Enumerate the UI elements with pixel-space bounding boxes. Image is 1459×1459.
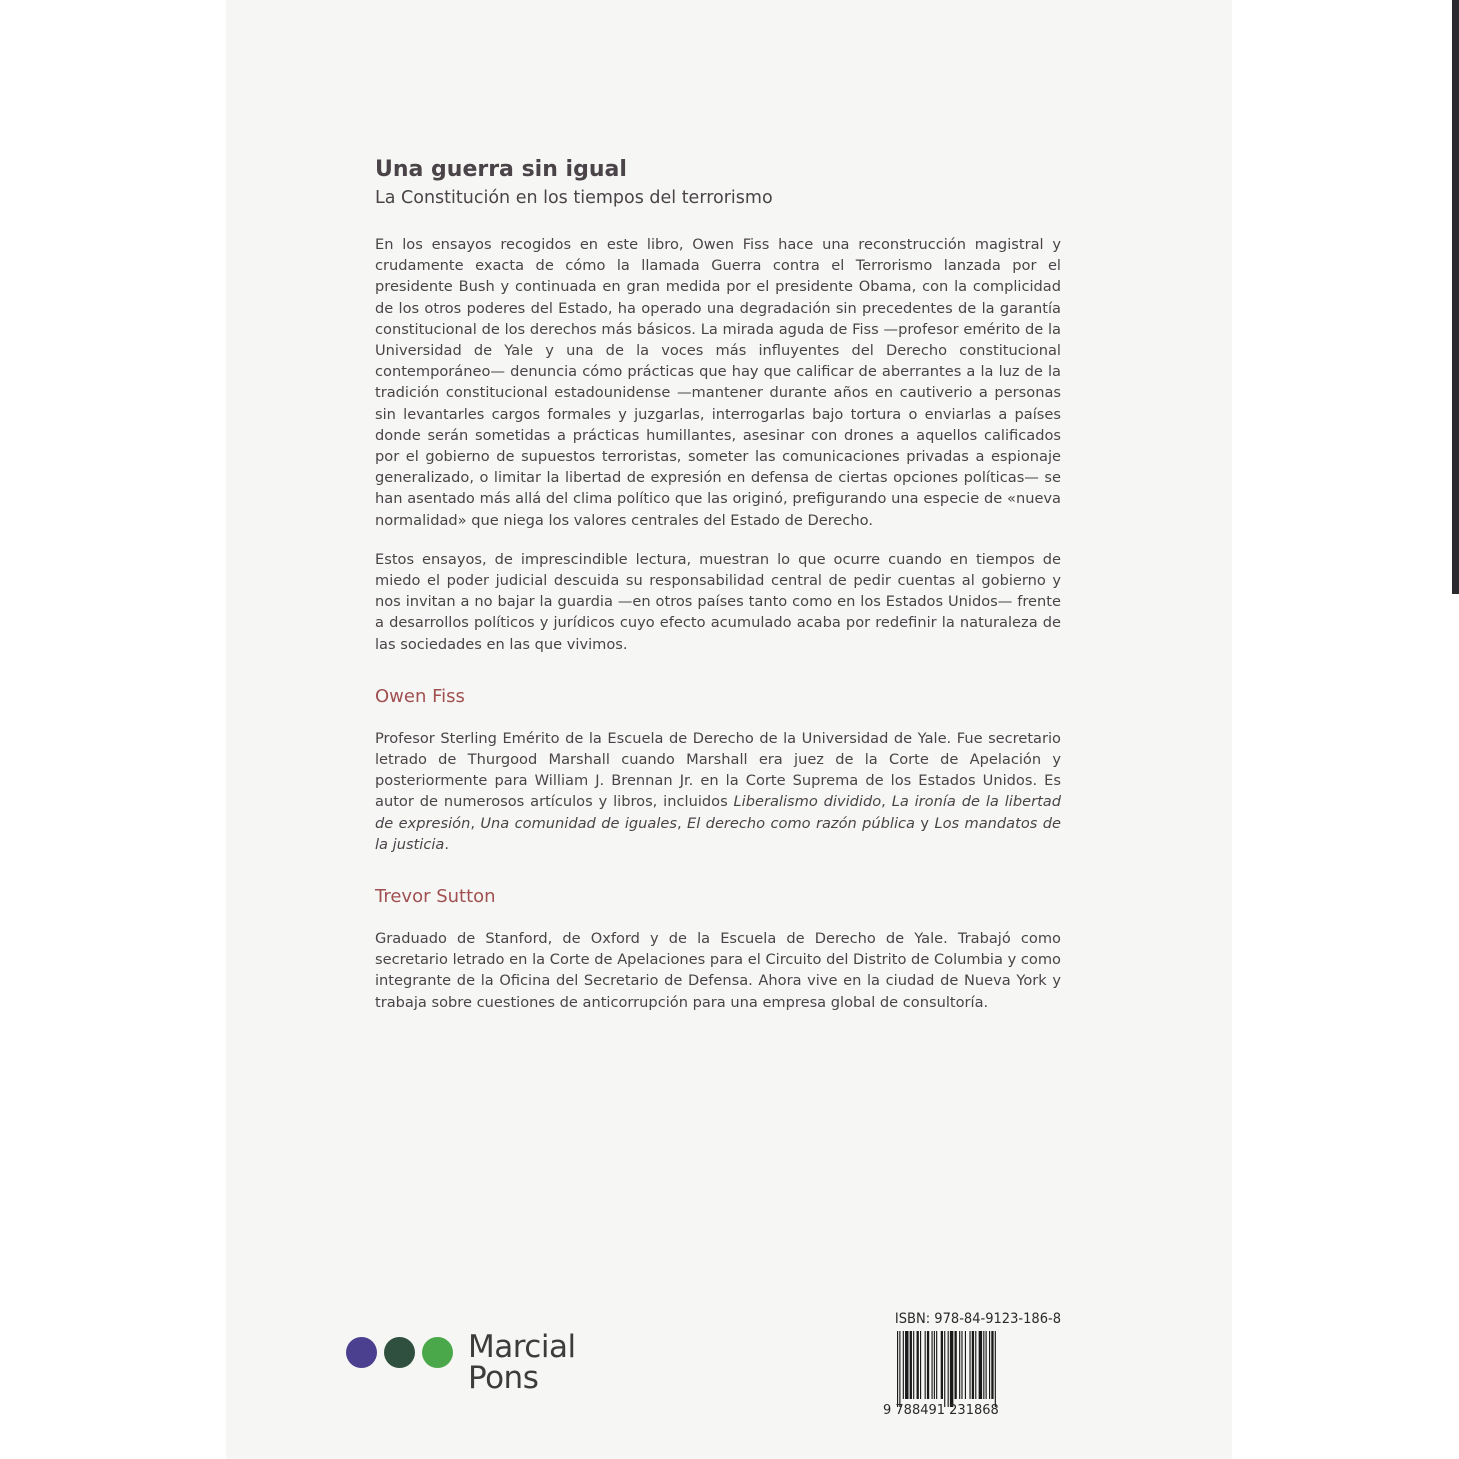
barcode-bar <box>983 1331 984 1399</box>
barcode-bar <box>897 1331 898 1407</box>
blurb-paragraph: Estos ensayos, de imprescindible lectura, muestran lo que ocurre cuando en tiempos de miedo el poder judicial descuida su responsabilidad central de pedir cuentas al gobierno y nos invitan a no bajar la guardia —en otros países tanto como en los Estados Unidos— frente a desarrollos políticos y jurídicos cuyo efecto acumulado acaba por redefinir la naturaleza de las sociedades en las que vivimos. <box>375 550 1061 653</box>
barcode-bar <box>965 1331 966 1399</box>
barcode-bar <box>955 1331 957 1399</box>
publisher-name-line: Pons <box>468 1360 539 1396</box>
bio-text: . <box>444 835 449 853</box>
barcode-bar <box>899 1331 900 1407</box>
barcode-bar <box>925 1331 926 1399</box>
barcode-bar <box>910 1331 912 1399</box>
book-reference: Los mandatos de la justicia <box>375 814 1061 853</box>
publisher-logo <box>346 1329 586 1403</box>
barcode-bar <box>927 1331 929 1399</box>
barcode-bar <box>905 1331 908 1399</box>
barcode <box>897 1331 1033 1407</box>
barcode-bar <box>920 1331 921 1399</box>
book-reference: Liberalismo dividido <box>733 793 882 811</box>
barcode-bar <box>975 1331 976 1399</box>
publisher-icons <box>346 1337 456 1371</box>
barcode-bar <box>903 1331 904 1399</box>
author-name-owen-fiss: Owen Fiss <box>375 685 465 707</box>
barcode-bar <box>950 1331 953 1407</box>
publisher-dot-icon <box>384 1337 415 1368</box>
book-subtitle: La Constitución en los tiempos del terrorismo <box>375 188 773 208</box>
separator: , <box>881 793 892 811</box>
book-title: Una guerra sin igual <box>375 157 627 182</box>
publisher-dot-icon <box>422 1337 453 1368</box>
isbn-label: ISBN: 978-84-9123-186-8 <box>894 1311 1061 1327</box>
barcode-bar <box>989 1331 990 1399</box>
publisher-dot-icon <box>346 1337 377 1368</box>
barcode-bar <box>941 1331 943 1399</box>
barcode-digits: 9 788491 231868 <box>883 1403 999 1418</box>
bio-text: Profesor Sterling Emérito de la Escuela de Derecho de la Universidad de Yale. Fue secretario letrado de Thurgood Marshall cuando Marshall era juez de la Corte de Apelación y posteriormente para William J. Brennan Jr. en la Corte Suprema de los Estados Unidos. Es autor de numerosos artículos y libros, incluidos <box>375 729 1061 811</box>
barcode-bar <box>917 1331 919 1399</box>
barcode-bar <box>969 1331 970 1399</box>
publisher-name <box>468 1329 576 1396</box>
barcode-bar <box>944 1331 945 1407</box>
author-bio-trevor-sutton: Graduado de Stanford, de Oxford y de la Escuela de Derecho de Yale. Trabajó como secretario letrado en la Corte de Apelaciones para el Circuito del Distrito de Columbia y como integrante de la Oficina del Secretario de Defensa. Ahora vive en la ciudad de Nueva York y trabaja sobre cuestiones de anticorrupción para una empresa global de consultoría. <box>375 930 1061 1011</box>
publisher-name-line: Marcial <box>468 1329 576 1365</box>
book-reference: La ironía de la libertad de expresión <box>375 793 1061 832</box>
barcode-bar <box>959 1331 960 1399</box>
barcode-bar <box>986 1331 987 1399</box>
author-name-trevor-sutton: Trevor Sutton <box>375 886 496 908</box>
author-bio-owen-fiss <box>375 728 1061 855</box>
barcode-bar <box>913 1331 914 1399</box>
spine-edge <box>1452 0 1459 594</box>
separator: , <box>676 814 688 832</box>
barcode-bar <box>932 1331 933 1399</box>
barcode-bar <box>948 1331 949 1407</box>
back-cover <box>226 0 1232 1459</box>
separator: y <box>915 814 935 832</box>
barcode-bar <box>972 1331 974 1399</box>
book-reference: El derecho como razón pública <box>687 814 916 832</box>
isbn-block <box>871 1311 1061 1421</box>
barcode-bar <box>995 1331 996 1407</box>
separator: , <box>470 814 481 832</box>
barcode-bar <box>991 1331 993 1399</box>
blurb-paragraph: En los ensayos recogidos en este libro, Owen Fiss hace una reconstrucción magistral y crudamente exacta de cómo la llamada Guerra contra el Terrorismo lanzada por el presidente Bush y continuada en gran medida por el presidente Obama, con la complicidad de los otros poderes del Estado, ha operado una degradación sin precedentes de la garantía constitucional de los derechos más básicos. La mirada aguda de Fiss —profesor emérito de la Universidad de Yale y una de la voces más influyentes del Derecho constitucional contemporáneo— denuncia cómo prácticas que hay que calificar de aberrantes a la luz de la tradición constitucional estadounidense —mantener durante años en cautiverio a personas sin levantarles cargos formales y juzgarlas, interrogarlas bajo tortura o enviarlas a países donde serán sometidas a prácticas humillantes, asesinar con drones a aquellos calificados por el gobierno de supuestos terroristas, someter las comunicaciones privadas a espionaje generalizado, o limitar la libertad de expresión en defensa de ciertas opciones políticas— se han asentado más allá del clima político que las originó, prefigurando una especie de «nueva normalidad» que niega los valores centrales del Estado de Derecho. <box>375 236 1061 529</box>
barcode-bar <box>936 1331 937 1399</box>
barcode-bar <box>961 1331 962 1399</box>
book-reference: Una comunidad de iguales <box>480 814 677 832</box>
back-cover-content <box>375 155 1061 1031</box>
barcode-bar <box>934 1331 935 1399</box>
barcode-bar <box>979 1331 982 1399</box>
